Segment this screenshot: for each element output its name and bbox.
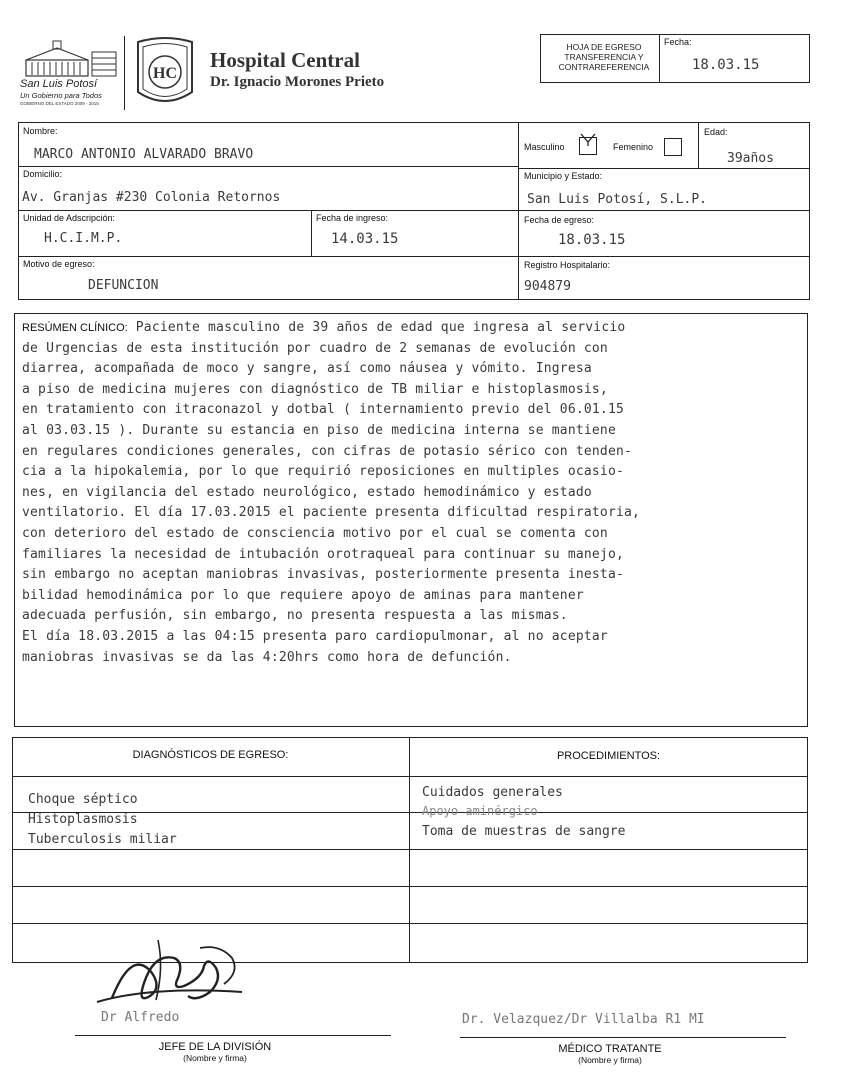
grid-line <box>518 122 519 300</box>
form-title-line-2: TRANSFERENCIA Y <box>564 52 644 62</box>
right-signature-line <box>460 1037 786 1038</box>
resumen-label: RESÚMEN CLÍNICO: <box>22 322 128 334</box>
resumen-line: en regulares condiciones generales, con cifras de potasio sérico con tenden- <box>22 443 633 459</box>
ingreso-value[interactable]: 14.03.15 <box>331 231 399 247</box>
table-divider <box>409 737 410 963</box>
form-header-divider <box>659 34 660 83</box>
state-motto: Un Gobierno para Todos <box>20 91 102 100</box>
motivo-label: Motivo de egreso: <box>23 259 95 269</box>
municipio-value[interactable]: San Luis Potosí, S.L.P. <box>527 192 708 207</box>
municipio-label: Municipio y Estado: <box>524 171 603 181</box>
unidad-label: Unidad de Adscripción: <box>23 213 116 223</box>
resumen-first-line: Paciente masculino de 39 años de edad que ingresa al servicio <box>135 320 626 335</box>
femenino-label: Femenino <box>613 142 654 152</box>
seal-initials: HC <box>153 65 177 82</box>
motivo-value[interactable]: DEFUNCION <box>88 278 159 293</box>
resumen-line: adecuada perfusión, sin embargo, no presenta respuesta a las mismas. <box>22 608 568 624</box>
resumen-line: con deterioro del estado de consciencia motivo por el cual se comenta con <box>22 525 608 541</box>
registro-value[interactable]: 904879 <box>524 279 571 294</box>
egreso-value[interactable]: 18.03.15 <box>558 232 626 248</box>
state-period: GOBIERNO DEL ESTADO 2009 - 2015 <box>20 101 99 106</box>
resumen-line: al 03.03.15 ). Durante su estancia en piso de medicina interna se mantiene <box>22 422 616 438</box>
hospital-name: Hospital Central <box>210 48 360 72</box>
grid-line <box>18 166 518 167</box>
table-row-line <box>12 886 808 887</box>
diagnostico-item[interactable]: Tuberculosis miliar <box>28 832 177 847</box>
diagnostico-item[interactable]: Choque séptico <box>28 792 138 807</box>
right-title: MÉDICO TRATANTE <box>558 1043 662 1055</box>
procedimientos-header: PROCEDIMIENTOS: <box>556 750 661 762</box>
right-sub: (Nombre y firma) <box>578 1055 642 1065</box>
table-row-line <box>12 923 808 924</box>
masculino-checkbox[interactable] <box>579 137 597 155</box>
resumen-line: El día 18.03.2015 a las 04:15 presenta paro cardiopulmonar, al no aceptar <box>22 628 608 644</box>
grid-line <box>311 210 312 256</box>
unidad-value[interactable]: H.C.I.M.P. <box>44 231 123 246</box>
domicilio-value[interactable]: Av. Granjas #230 Colonia Retornos <box>22 190 281 205</box>
resumen-line: en tratamiento con itraconazol y dotbal ( internamiento previo del 06.01.15 <box>22 402 624 418</box>
right-signature-label <box>480 1043 740 1065</box>
domicilio-label: Domicilio: <box>23 169 63 179</box>
diagnosticos-header: DIAGNÓSTICOS DE EGRESO: <box>132 749 289 761</box>
resumen-line: de Urgencias de esta institución por cuadro de 2 semanas de evolución con <box>22 340 608 356</box>
table-row-line <box>12 849 808 850</box>
grid-line <box>518 168 810 169</box>
left-sub: (Nombre y firma) <box>183 1053 247 1063</box>
fecha-value[interactable]: 18.03.15 <box>692 57 760 73</box>
state-name: San Luis Potosí <box>20 78 98 90</box>
left-title: JEFE DE LA DIVISIÓN <box>158 1041 272 1053</box>
resumen-line: a piso de medicina mujeres con diagnóstico de TB miliar e histoplasmosis, <box>22 381 608 397</box>
resumen-line: sin embargo no aceptan maniobras invasivas, posteriormente presenta inesta- <box>22 567 624 583</box>
edad-label: Edad: <box>704 127 728 137</box>
table-row-line <box>12 776 808 777</box>
resumen-clinico[interactable] <box>22 318 812 668</box>
resumen-line: bilidad hemodinámica por lo que requiere apoyo de aminas para mantener <box>22 587 584 603</box>
form-title <box>550 42 658 72</box>
resumen-line: diarrea, acompañada de moco y sangre, así como náusea y vómito. Ingresa <box>22 361 592 377</box>
diagnostico-item[interactable]: Histoplasmosis <box>28 812 138 827</box>
logo-divider <box>124 36 125 110</box>
left-signer-name: Dr Alfredo <box>101 1010 180 1025</box>
left-signature-line <box>75 1035 391 1036</box>
resumen-line: ventilatorio. El día 17.03.2015 el paciente presenta dificultad respiratoria, <box>22 505 641 521</box>
left-signature-label <box>85 1041 345 1063</box>
fecha-label: Fecha: <box>664 37 692 47</box>
handwritten-signature <box>92 928 252 1018</box>
procedimiento-item[interactable]: Apoyo aminérgico <box>422 804 538 818</box>
form-title-line-1: HOJA DE EGRESO <box>566 42 642 52</box>
right-signer-name: Dr. Velazquez/Dr Villalba R1 MI <box>462 1012 705 1027</box>
grid-line <box>18 210 810 211</box>
nombre-value[interactable]: MARCO ANTONIO ALVARADO BRAVO <box>34 147 254 162</box>
femenino-checkbox[interactable] <box>664 138 682 156</box>
checkmark-icon <box>581 134 595 146</box>
edad-value[interactable]: 39años <box>727 151 774 166</box>
hospital-seal <box>134 34 196 110</box>
masculino-label: Masculino <box>524 142 565 152</box>
grid-line <box>18 256 810 257</box>
procedimiento-item[interactable]: Cuidados generales <box>422 785 563 800</box>
san-luis-potosi-logo <box>20 38 120 110</box>
nombre-label: Nombre: <box>23 126 58 136</box>
egreso-label: Fecha de egreso: <box>524 215 595 225</box>
resumen-line: familiares la necesidad de intubación orotraqueal para continuar su manejo, <box>22 546 624 562</box>
hospital-subtitle: Dr. Ignacio Morones Prieto <box>210 74 385 90</box>
resumen-line: cia a la hipokalemia, por lo que requirió reposiciones en multiples ocasio- <box>22 464 624 480</box>
registro-label: Registro Hospitalario: <box>524 260 611 270</box>
resumen-line: maniobras invasivas se da las 4:20hrs como hora de defunción. <box>22 649 512 665</box>
form-title-line-3: CONTRAREFERENCIA <box>558 62 650 72</box>
procedimiento-item[interactable]: Toma de muestras de sangre <box>422 824 626 839</box>
resumen-line: nes, en vigilancia del estado neurológico, estado hemodinámico y estado <box>22 484 592 500</box>
grid-line <box>698 122 699 168</box>
ingreso-label: Fecha de ingreso: <box>316 213 389 223</box>
